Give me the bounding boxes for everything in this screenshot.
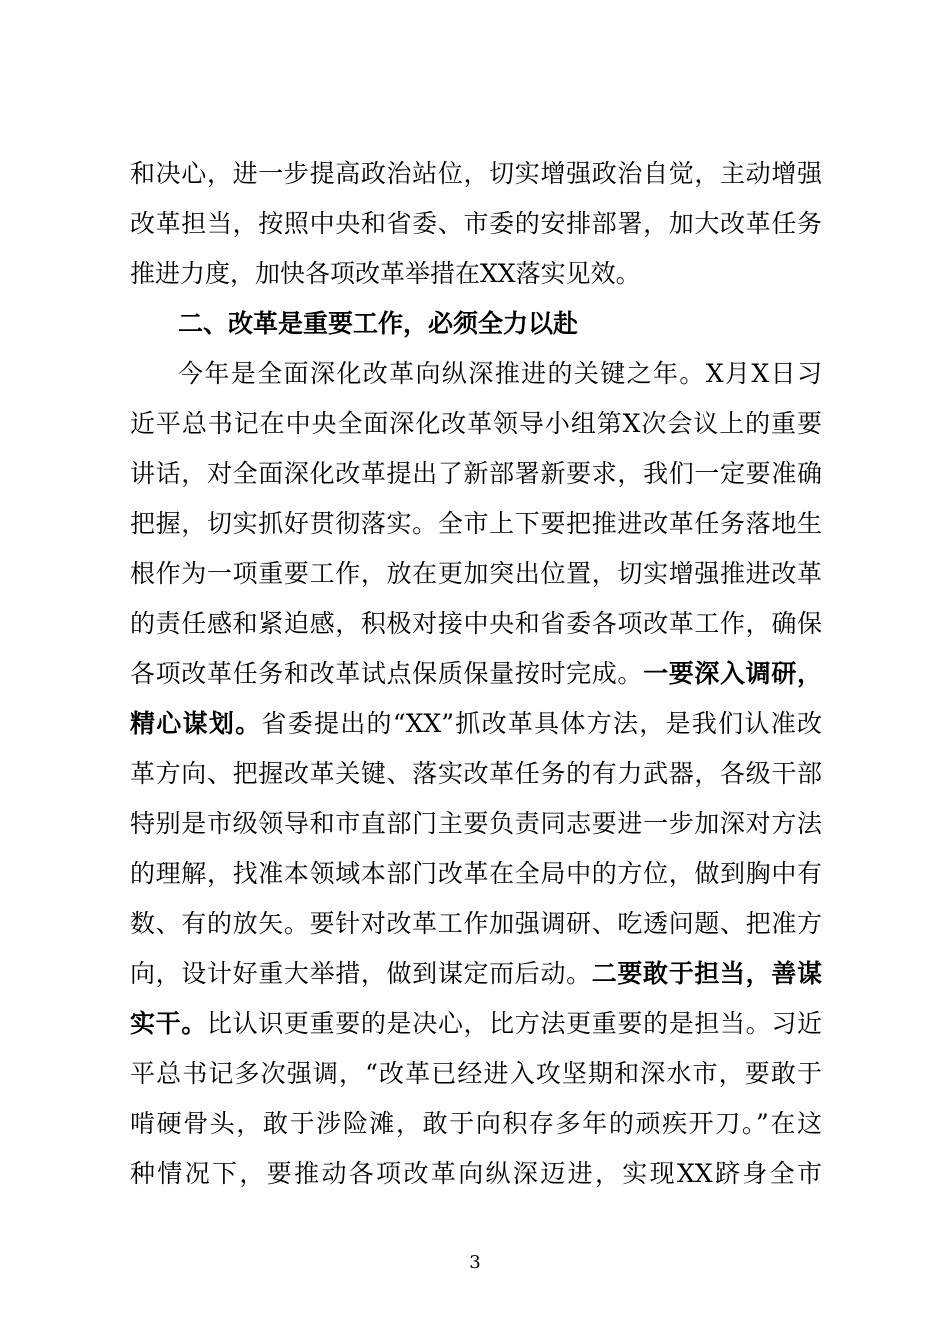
paragraph-2-line-16: 啃硬骨头，敢于涉险滩，敢于向积存多年的顽疾开刀。”在这 bbox=[130, 1109, 822, 1138]
point-1-heading-part-2: 精心谋划。 bbox=[130, 709, 262, 738]
paragraph-2-line-17: 种情况下，要推动各项改革向纵深迈进，实现XX跻身全市 bbox=[130, 1159, 822, 1188]
paragraph-1-line-1: 和决心，进一步提高政治站位，切实增强政治自觉，主动增强 bbox=[130, 159, 822, 188]
paragraph-2-line-11: 的理解，找准本领域本部门改革在全局中的方位，做到胸中有 bbox=[130, 859, 822, 888]
section-heading: 二、改革是重要工作，必须全力以赴 bbox=[178, 309, 579, 338]
paragraph-2-line-12: 数、有的放矢。要针对改革工作加强调研、吃透问题、把准方 bbox=[130, 909, 822, 938]
paragraph-2-line-4: 把握，切实抓好贯彻落实。全市上下要把推进改革任务落地生 bbox=[130, 509, 822, 538]
paragraph-2-line-14 bbox=[130, 999, 822, 1049]
paragraph-2-line-3: 讲话，对全面深化改革提出了新部署新要求，我们一定要准确 bbox=[130, 459, 822, 488]
paragraph-1-line-2: 改革担当，按照中央和省委、市委的安排部署，加大改革任务 bbox=[130, 209, 822, 238]
line-7-text: 各项改革任务和改革试点保质保量按时完成。 bbox=[130, 659, 644, 688]
paragraph-2-line-5: 根作为一项重要工作，放在更加突出位置，切实增强推进改革 bbox=[130, 559, 822, 588]
paragraph-2-line-1: 今年是全面深化改革向纵深推进的关键之年。X月X日习 bbox=[178, 359, 822, 388]
point-1-heading-part-1: 一要深入调研， bbox=[643, 659, 822, 688]
line-14-text: 比认识更重要的是决心，比方法更重要的是担当。习近 bbox=[206, 1009, 822, 1038]
paragraph-2-line-6: 的责任感和紧迫感，积极对接中央和省委各项改革工作，确保 bbox=[130, 609, 822, 638]
point-2-heading-part-2: 实干。 bbox=[130, 1009, 207, 1038]
paragraph-2-line-8 bbox=[130, 699, 822, 749]
line-8-text: 省委提出的“XX”抓改革具体方法，是我们认准改 bbox=[261, 709, 822, 738]
paragraph-2-line-2: 近平总书记在中央全面深化改革领导小组第X次会议上的重要 bbox=[130, 409, 822, 438]
line-13-text: 向，设计好重大举措，做到谋定而后动。 bbox=[130, 959, 592, 988]
paragraph-2-line-10: 特别是市级领导和市直部门主要负责同志要进一步加深对方法 bbox=[130, 809, 822, 838]
paragraph-2-line-15: 平总书记多次强调，“改革已经进入攻坚期和深水市，要敢于 bbox=[130, 1059, 822, 1088]
point-2-heading-part-1: 二要敢于担当，善谋 bbox=[591, 959, 822, 988]
paragraph-2-line-13 bbox=[130, 949, 822, 999]
paragraph-2-line-7 bbox=[130, 649, 822, 699]
paragraph-1-line-3: 推进力度，加快各项改革举措在XX落实见效。 bbox=[130, 259, 641, 288]
paragraph-2-line-9: 革方向、把握改革关键、落实改革任务的有力武器，各级干部 bbox=[130, 759, 822, 788]
page-number: 3 bbox=[469, 1252, 481, 1273]
